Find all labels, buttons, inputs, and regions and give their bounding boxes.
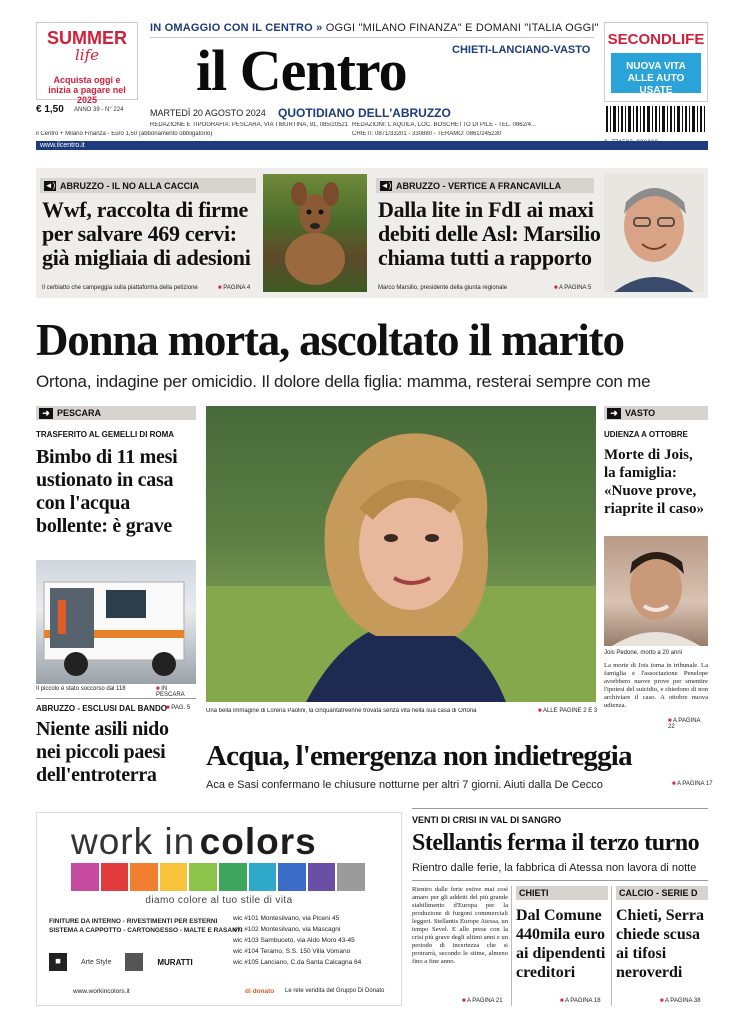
color-swatch <box>219 863 247 891</box>
section-label-pescara <box>36 406 196 420</box>
chieti-page[interactable]: ■ A PAGINA 18 <box>560 998 601 1004</box>
arrow-icon: ➜ <box>607 408 621 419</box>
chieti-story[interactable] <box>516 886 608 1006</box>
section-label-vasto <box>604 406 708 420</box>
store-item: wic #104 Teramo, S.S. 150 Villa Vomano <box>233 948 351 955</box>
left-photo-ref[interactable]: ■ IN PESCARA <box>156 686 196 698</box>
left-kicker2: ABRUZZO - ESCLUSI DAL BANDO <box>36 704 167 713</box>
right-body: La morte di Jois torna in tribunale. La famiglia e l'associazione Penelope avrebbero nuove prove per smentire l'ipotesi del suicidio, e chiedono di non archiviare il caso. A ottobre nuova udienza. <box>604 662 708 709</box>
barcode-icon <box>604 106 708 134</box>
ad-store-list <box>233 913 403 968</box>
ad-brand-logos <box>49 953 193 971</box>
store-item: wic #102 Montesilvano, via Mascagni <box>233 926 341 933</box>
lead-headline[interactable]: Donna morta, ascoltato il marito <box>36 315 624 365</box>
edition-label: CHIETI-LANCIANO-VASTO <box>452 44 591 56</box>
ad-word2: colors <box>199 821 317 862</box>
color-swatch <box>130 863 158 891</box>
ad-wordmark <box>71 821 317 863</box>
stellantis-subhead: Rientro dalle ferie, la fabbrica di Atessa non lavora di notte <box>412 862 697 874</box>
teaser-left-kicker <box>40 178 256 193</box>
badge-line2: ALLE AUTO USATE <box>627 73 685 96</box>
left-column <box>36 406 196 796</box>
ad-services2: SISTEMA A CAPPOTTO - CARTONGESSO - MALTE E RASANTI <box>49 927 243 934</box>
top-strip-right: OGGI "MILANO FINANZA" E DOMANI "ITALIA OGGI" <box>325 22 599 34</box>
promo-line1: Acquista oggi e <box>53 75 121 85</box>
deer-photo <box>263 174 367 292</box>
color-swatch <box>308 863 336 891</box>
secondlife-promo[interactable] <box>604 22 708 102</box>
ad-website[interactable]: www.workincolors.it <box>73 988 130 995</box>
color-swatch <box>189 863 217 891</box>
ad-tagline: diamo colore al tuo stile di vita <box>145 895 293 906</box>
brand-logo-icon: ◼ <box>49 953 67 971</box>
address: REDAZIONE E TIPOGRAFIA: PESCARA, VIA TIBURTINA, 91, 085/20521 <box>150 122 349 128</box>
website-link[interactable]: www.ilcentro.it <box>40 142 85 149</box>
left-kicker: TRASFERITO AL GEMELLI DI ROMA <box>36 430 175 439</box>
young-man-portrait-icon <box>604 536 708 646</box>
teaser-right-page[interactable]: ■ A PAGINA 5 <box>554 285 591 291</box>
calcio-page[interactable]: ■ A PAGINA 38 <box>660 998 701 1004</box>
water-headline[interactable]: Acqua, l'emergenza non indietreggia <box>206 740 632 772</box>
audio-icon: ◄) <box>380 180 392 190</box>
woman-portrait-icon <box>206 406 596 702</box>
secondlife-title: SECONDLIFE <box>607 31 705 48</box>
right-page[interactable]: ■ A PAGINA 22 <box>668 718 708 730</box>
tagline: QUOTIDIANO DELL'ABRUZZO <box>278 106 451 120</box>
color-swatch <box>101 863 129 891</box>
left-photo-caption: Il piccolo è stato soccorso dal 118 <box>36 686 126 692</box>
left-divider <box>36 698 196 699</box>
bottom-mid-rule <box>412 880 708 881</box>
right-headline[interactable]: Morte di Jois, la famiglia: «Nuove prove, riaprite il caso» <box>604 447 704 517</box>
newspaper-logo[interactable]: il Centro <box>196 38 407 103</box>
arrow-icon: ➜ <box>39 408 53 419</box>
right-photo-caption: Jois Pedone, morto a 20 anni <box>604 650 683 656</box>
top-strip <box>150 22 599 38</box>
left-headline2[interactable]: Niente asili nido nei piccoli paesi dell'entroterra <box>36 718 169 786</box>
teaser-right-kicker-text: ABRUZZO - VERTICE A FRANCAVILLA <box>396 180 562 191</box>
right-kicker: UDIENZA A OTTOBRE <box>604 430 688 439</box>
calcio-headline: Chieti, Serra chiede scusa ai tifosi neroverdi <box>616 907 704 981</box>
issue-number: ANNO 39 - N° 224 <box>74 107 124 113</box>
color-swatch <box>160 863 188 891</box>
masthead-bar <box>36 141 708 150</box>
bottom-top-rule <box>412 808 708 809</box>
ambulance-photo <box>36 560 196 684</box>
color-swatch <box>71 863 99 891</box>
jois-photo <box>604 536 708 646</box>
stellantis-body: Rientro dalle ferie estive mai così amaro per gli addetti del più grande stabilimento d'Europa per la produzione di furgoni commerciali leggeri. Stellantis Europe Atessa, un tempo Sevel. E alle prese con la crisi più grave degli ultimi anni e un periodo di incertezza che si protrarrà, secondo le stime, almeno fino a fine anno. <box>412 886 508 965</box>
store-item: wic #101 Montesilvano, via Piceni 45 <box>233 915 340 922</box>
calcio-story[interactable] <box>616 886 708 1006</box>
col-rule-1 <box>511 886 512 1006</box>
audio-icon: ◄) <box>44 180 56 190</box>
bundle-info: il Centro + Milano Finanza - Euro 1,50 (abbonamento obbligatorio) <box>36 131 213 137</box>
stellantis-headline[interactable]: Stellantis ferma il terzo turno <box>412 830 700 856</box>
ambulance-icon <box>36 560 196 684</box>
portrait-icon <box>604 174 704 292</box>
store-item: wic #105 Lanciano, C.da Santa Calcagna 84 <box>233 959 362 966</box>
redazioni: REDAZIONI: L'AQUILA, LOC. BOSCHETTO DI PILE - TEL. 0862/4... <box>352 122 536 128</box>
teaser-left[interactable] <box>36 168 372 298</box>
left-headline[interactable]: Bimbo di 11 mesi ustionato in casa con l'acqua bollente: è grave <box>36 446 178 537</box>
teaser-left-kicker-text: ABRUZZO - IL NO ALLA CACCIA <box>60 180 200 191</box>
ad-footer-brand: di donato <box>245 988 275 995</box>
promo-subtitle: life <box>74 46 100 64</box>
lead-subhead: Ortona, indagine per omicidio. Il dolore della figlia: mamma, resterai sempre con me <box>36 372 651 391</box>
teaser-right-caption: Marco Marsilio, presidente della giunta regionale <box>378 285 508 291</box>
teaser-right-kicker <box>376 178 594 193</box>
brand-logo-icon <box>125 953 143 971</box>
section-pescara-text: PESCARA <box>57 408 102 418</box>
brand-muratti: MURATTI <box>157 957 193 967</box>
store-item: wic #103 Sambuceto, via Aldo Moro 43-45 <box>233 937 355 944</box>
summer-life-promo[interactable] <box>36 22 138 105</box>
calcio-label: CALCIO - SERIE D <box>616 886 708 900</box>
deer-icon <box>263 174 367 292</box>
stellantis-kicker: VENTI DI CRISI IN VAL DI SANGRO <box>412 815 562 825</box>
lead-photo <box>206 406 596 702</box>
price: € 1,50 <box>36 104 64 115</box>
teaser-right[interactable] <box>372 168 708 298</box>
issue-date: MARTEDÌ 20 AGOSTO 2024 <box>150 108 266 118</box>
color-swatch <box>249 863 277 891</box>
lead-photo-caption: Una bella immagine di Lorena Paolini, la cinquantatreenne trovata senza vita nella sua casa di Ortona <box>206 708 477 714</box>
work-in-colors-ad[interactable] <box>36 812 402 1006</box>
water-page[interactable]: ■ A PAGINA 17 <box>672 781 713 787</box>
section-vasto-text: VASTO <box>625 408 656 418</box>
promo-title: SUMMER <box>47 28 127 48</box>
teaser-left-headline: Wwf, raccolta di firme per salvare 469 cervi: già migliaia di adesioni <box>42 197 251 270</box>
teaser-left-page[interactable]: ■ PAGINA 4 <box>218 285 250 291</box>
color-swatch <box>278 863 306 891</box>
ad-services1: FINITURE DA INTERNO - RIVESTIMENTI PER ESTERNI <box>49 918 218 925</box>
color-swatches <box>71 863 365 891</box>
brand-arte-style: Arte Style <box>81 958 112 966</box>
badge-line1: NUOVA VITA <box>626 61 686 72</box>
teaser-right-headline: Dalla lite in FdI ai maxi debiti delle Asl: Marsilio chiama tutti a rapporto <box>378 197 601 270</box>
stellantis-page[interactable]: ■ A PAGINA 21 <box>462 998 503 1004</box>
barcode <box>604 106 708 142</box>
double-chevron-icon: » <box>316 22 323 34</box>
ad-footer-note: Le rete vendita del Gruppo Di Donato <box>285 988 385 994</box>
marsilio-photo <box>604 174 704 292</box>
phones: CHIETI: 0871/33201 - 330880 - TERAMO: 0861/245230 <box>352 131 502 137</box>
promo-line2: inizia a pagare nel 2025 <box>48 85 126 105</box>
col-rule-2 <box>611 886 612 1006</box>
lead-page[interactable]: ■ ALLE PAGINE 2 E 3 <box>538 708 597 714</box>
left-page2[interactable]: ■ PAG. 5 <box>166 705 190 711</box>
secondlife-badge <box>611 53 701 96</box>
top-strip-left: IN OMAGGIO CON IL CENTRO <box>150 22 313 34</box>
teaser-left-caption: Il cerbiatto che campeggia sulla piattaforma della petizione <box>42 285 198 291</box>
chieti-headline: Dal Comune 440mila euro ai dipendenti creditori <box>516 907 606 981</box>
water-subhead: Aca e Sasi confermano le chiusure notturne per altri 7 giorni. Aiuti dalla De Cecco <box>206 779 603 791</box>
right-column <box>604 406 708 736</box>
chieti-label: CHIETI <box>516 886 608 900</box>
ad-word1: work in <box>71 821 196 862</box>
color-swatch <box>337 863 365 891</box>
